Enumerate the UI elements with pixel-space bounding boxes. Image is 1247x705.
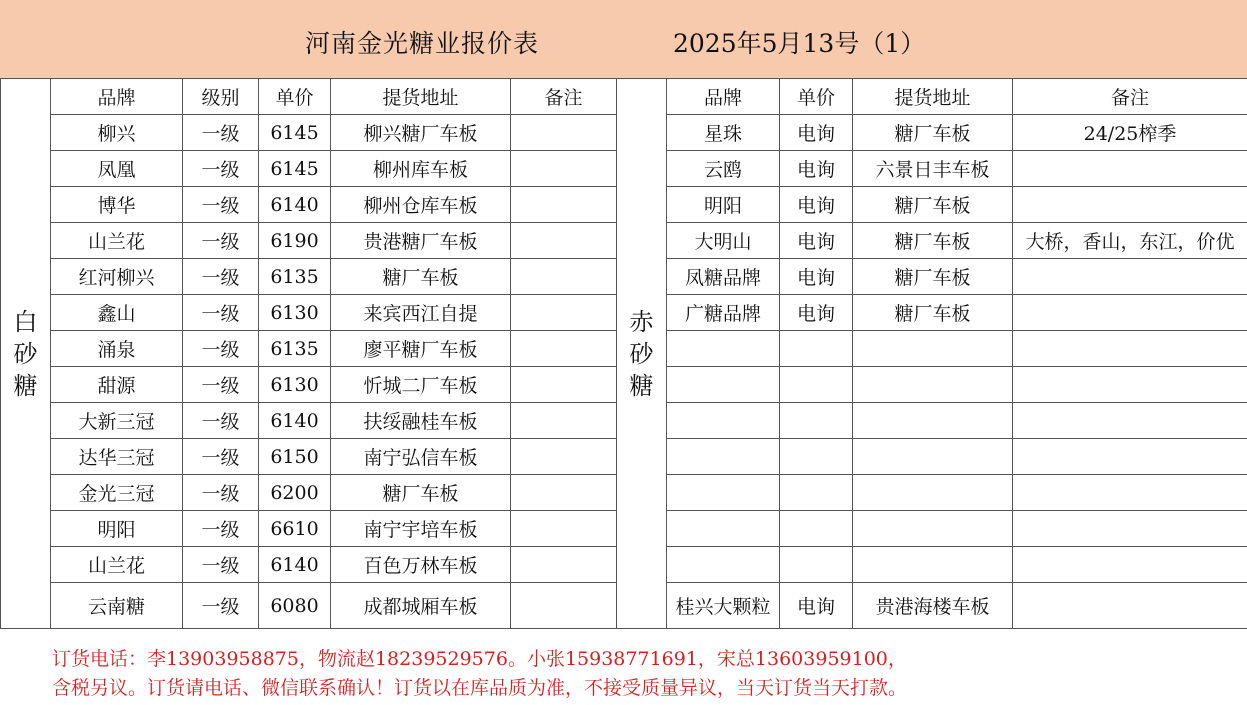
white-note-cell [511, 223, 617, 259]
red-brand-cell: 桂兴大颗粒 [667, 583, 780, 629]
red-note-cell [1013, 511, 1247, 547]
red-price-cell: 电询 [780, 115, 853, 151]
red-address-cell [853, 439, 1013, 475]
white-price-cell: 6610 [259, 511, 331, 547]
red-address-cell [853, 475, 1013, 511]
white-price-cell: 6200 [259, 475, 331, 511]
red-note-cell: 大桥，香山，东江，价优 [1013, 223, 1247, 259]
red-price-cell: 电询 [780, 295, 853, 331]
red-brand-cell [667, 547, 780, 583]
red-brand-cell: 广糖品牌 [667, 295, 780, 331]
red-note-cell [1013, 187, 1247, 223]
red-price-cell: 电询 [780, 259, 853, 295]
white-brand-cell: 博华 [51, 187, 183, 223]
red-brand-cell [667, 403, 780, 439]
price-table [0, 78, 1247, 629]
white-brand-cell: 云南糖 [51, 583, 183, 629]
red-brand-cell: 云鸥 [667, 151, 780, 187]
white-price-cell: 6140 [259, 403, 331, 439]
white-grade-cell: 一级 [183, 511, 259, 547]
white-grade-cell: 一级 [183, 439, 259, 475]
red-note-cell [1013, 151, 1247, 187]
white-note-cell [511, 583, 617, 629]
white-brand-cell: 鑫山 [51, 295, 183, 331]
white-brand-cell: 明阳 [51, 511, 183, 547]
white-brand-cell: 凤凰 [51, 151, 183, 187]
white-price-cell: 6145 [259, 115, 331, 151]
red-address-cell: 贵港海楼车板 [853, 583, 1013, 629]
red-address-cell: 糖厂车板 [853, 259, 1013, 295]
white-grade-cell: 一级 [183, 331, 259, 367]
white-price-cell: 6190 [259, 223, 331, 259]
red-brand-cell: 明阳 [667, 187, 780, 223]
red-price-cell [780, 331, 853, 367]
page-title: 河南金光糖业报价表 [305, 29, 540, 58]
white-note-cell [511, 115, 617, 151]
col-header-address: 提货地址 [331, 79, 511, 115]
white-address-cell: 柳兴糖厂车板 [331, 115, 511, 151]
red-price-cell [780, 475, 853, 511]
red-note-cell: 24/25榨季 [1013, 115, 1247, 151]
red-address-cell: 糖厂车板 [853, 115, 1013, 151]
white-price-cell: 6140 [259, 547, 331, 583]
col-header-price: 单价 [259, 79, 331, 115]
order-contacts: 订货电话：李13903958875，物流赵18239529576。小张15938771691，宋总13603959100， [52, 648, 907, 670]
white-brand-cell: 红河柳兴 [51, 259, 183, 295]
white-address-cell: 糖厂车板 [331, 259, 511, 295]
white-grade-cell: 一级 [183, 295, 259, 331]
white-brand-cell: 柳兴 [51, 115, 183, 151]
header-banner [0, 0, 1247, 79]
red-note-cell [1013, 583, 1247, 629]
white-address-cell: 南宁弘信车板 [331, 439, 511, 475]
white-address-cell: 忻城二厂车板 [331, 367, 511, 403]
red-address-cell: 糖厂车板 [853, 223, 1013, 259]
white-price-cell: 6080 [259, 583, 331, 629]
white-address-cell: 百色万林车板 [331, 547, 511, 583]
white-address-cell: 柳州库车板 [331, 151, 511, 187]
red-price-cell [780, 403, 853, 439]
white-address-cell: 成都城厢车板 [331, 583, 511, 629]
red-price-cell [780, 367, 853, 403]
white-price-cell: 6135 [259, 259, 331, 295]
red-note-cell [1013, 403, 1247, 439]
order-notice [52, 645, 907, 703]
category-white-sugar: 白 砂 糖 [1, 79, 51, 629]
white-note-cell [511, 475, 617, 511]
white-note-cell [511, 367, 617, 403]
red-address-cell [853, 403, 1013, 439]
col-header-address: 提货地址 [853, 79, 1013, 115]
col-header-brand: 品牌 [51, 79, 183, 115]
red-price-cell [780, 439, 853, 475]
white-note-cell [511, 187, 617, 223]
red-address-cell: 糖厂车板 [853, 295, 1013, 331]
white-price-cell: 6140 [259, 187, 331, 223]
red-address-cell [853, 511, 1013, 547]
quote-date: 2025年5月13号（1） [673, 29, 926, 58]
white-note-cell [511, 151, 617, 187]
red-address-cell [853, 367, 1013, 403]
white-brand-cell: 达华三冠 [51, 439, 183, 475]
white-note-cell [511, 547, 617, 583]
red-price-cell: 电询 [780, 151, 853, 187]
order-terms: 含税另议。订货请电话、微信联系确认！订货以在库品质为准，不接受质量异议，当天订货当天打款。 [52, 677, 908, 699]
header-row [1, 79, 1247, 115]
col-header-price: 单价 [780, 79, 853, 115]
white-price-cell: 6130 [259, 295, 331, 331]
white-address-cell: 贵港糖厂车板 [331, 223, 511, 259]
white-grade-cell: 一级 [183, 115, 259, 151]
red-note-cell [1013, 475, 1247, 511]
red-address-cell [853, 547, 1013, 583]
red-brand-cell [667, 331, 780, 367]
red-address-cell [853, 331, 1013, 367]
category-red-sugar: 赤 砂 糖 [617, 79, 667, 629]
red-price-cell: 电询 [780, 187, 853, 223]
white-price-cell: 6145 [259, 151, 331, 187]
red-note-cell [1013, 367, 1247, 403]
red-price-cell: 电询 [780, 583, 853, 629]
white-address-cell: 来宾西江自提 [331, 295, 511, 331]
white-grade-cell: 一级 [183, 187, 259, 223]
white-price-cell: 6135 [259, 331, 331, 367]
red-brand-cell [667, 367, 780, 403]
red-price-cell [780, 511, 853, 547]
red-note-cell [1013, 295, 1247, 331]
white-note-cell [511, 295, 617, 331]
red-note-cell [1013, 439, 1247, 475]
red-address-cell: 糖厂车板 [853, 187, 1013, 223]
white-grade-cell: 一级 [183, 475, 259, 511]
white-note-cell [511, 403, 617, 439]
white-address-cell: 廖平糖厂车板 [331, 331, 511, 367]
white-brand-cell: 山兰花 [51, 223, 183, 259]
red-brand-cell: 凤糖品牌 [667, 259, 780, 295]
white-price-cell: 6150 [259, 439, 331, 475]
red-address-cell: 六景日丰车板 [853, 151, 1013, 187]
white-brand-cell: 甜源 [51, 367, 183, 403]
white-note-cell [511, 331, 617, 367]
white-address-cell: 柳州仓库车板 [331, 187, 511, 223]
white-grade-cell: 一级 [183, 223, 259, 259]
white-grade-cell: 一级 [183, 259, 259, 295]
red-price-cell: 电询 [780, 223, 853, 259]
white-price-cell: 6130 [259, 367, 331, 403]
col-header-note: 备注 [1013, 79, 1247, 115]
white-note-cell [511, 259, 617, 295]
white-grade-cell: 一级 [183, 403, 259, 439]
white-brand-cell: 涌泉 [51, 331, 183, 367]
red-brand-cell [667, 475, 780, 511]
white-grade-cell: 一级 [183, 367, 259, 403]
white-grade-cell: 一级 [183, 547, 259, 583]
red-brand-cell: 星珠 [667, 115, 780, 151]
white-address-cell: 扶绥融桂车板 [331, 403, 511, 439]
red-note-cell [1013, 331, 1247, 367]
white-address-cell: 南宁宇培车板 [331, 511, 511, 547]
red-price-cell [780, 547, 853, 583]
white-grade-cell: 一级 [183, 151, 259, 187]
white-brand-cell: 大新三冠 [51, 403, 183, 439]
col-header-grade: 级别 [183, 79, 259, 115]
red-note-cell [1013, 259, 1247, 295]
white-brand-cell: 金光三冠 [51, 475, 183, 511]
white-note-cell [511, 511, 617, 547]
red-brand-cell [667, 439, 780, 475]
red-brand-cell: 大明山 [667, 223, 780, 259]
red-brand-cell [667, 511, 780, 547]
white-note-cell [511, 439, 617, 475]
white-address-cell: 糖厂车板 [331, 475, 511, 511]
white-brand-cell: 山兰花 [51, 547, 183, 583]
col-header-note: 备注 [511, 79, 617, 115]
col-header-brand: 品牌 [667, 79, 780, 115]
white-grade-cell: 一级 [183, 583, 259, 629]
red-note-cell [1013, 547, 1247, 583]
